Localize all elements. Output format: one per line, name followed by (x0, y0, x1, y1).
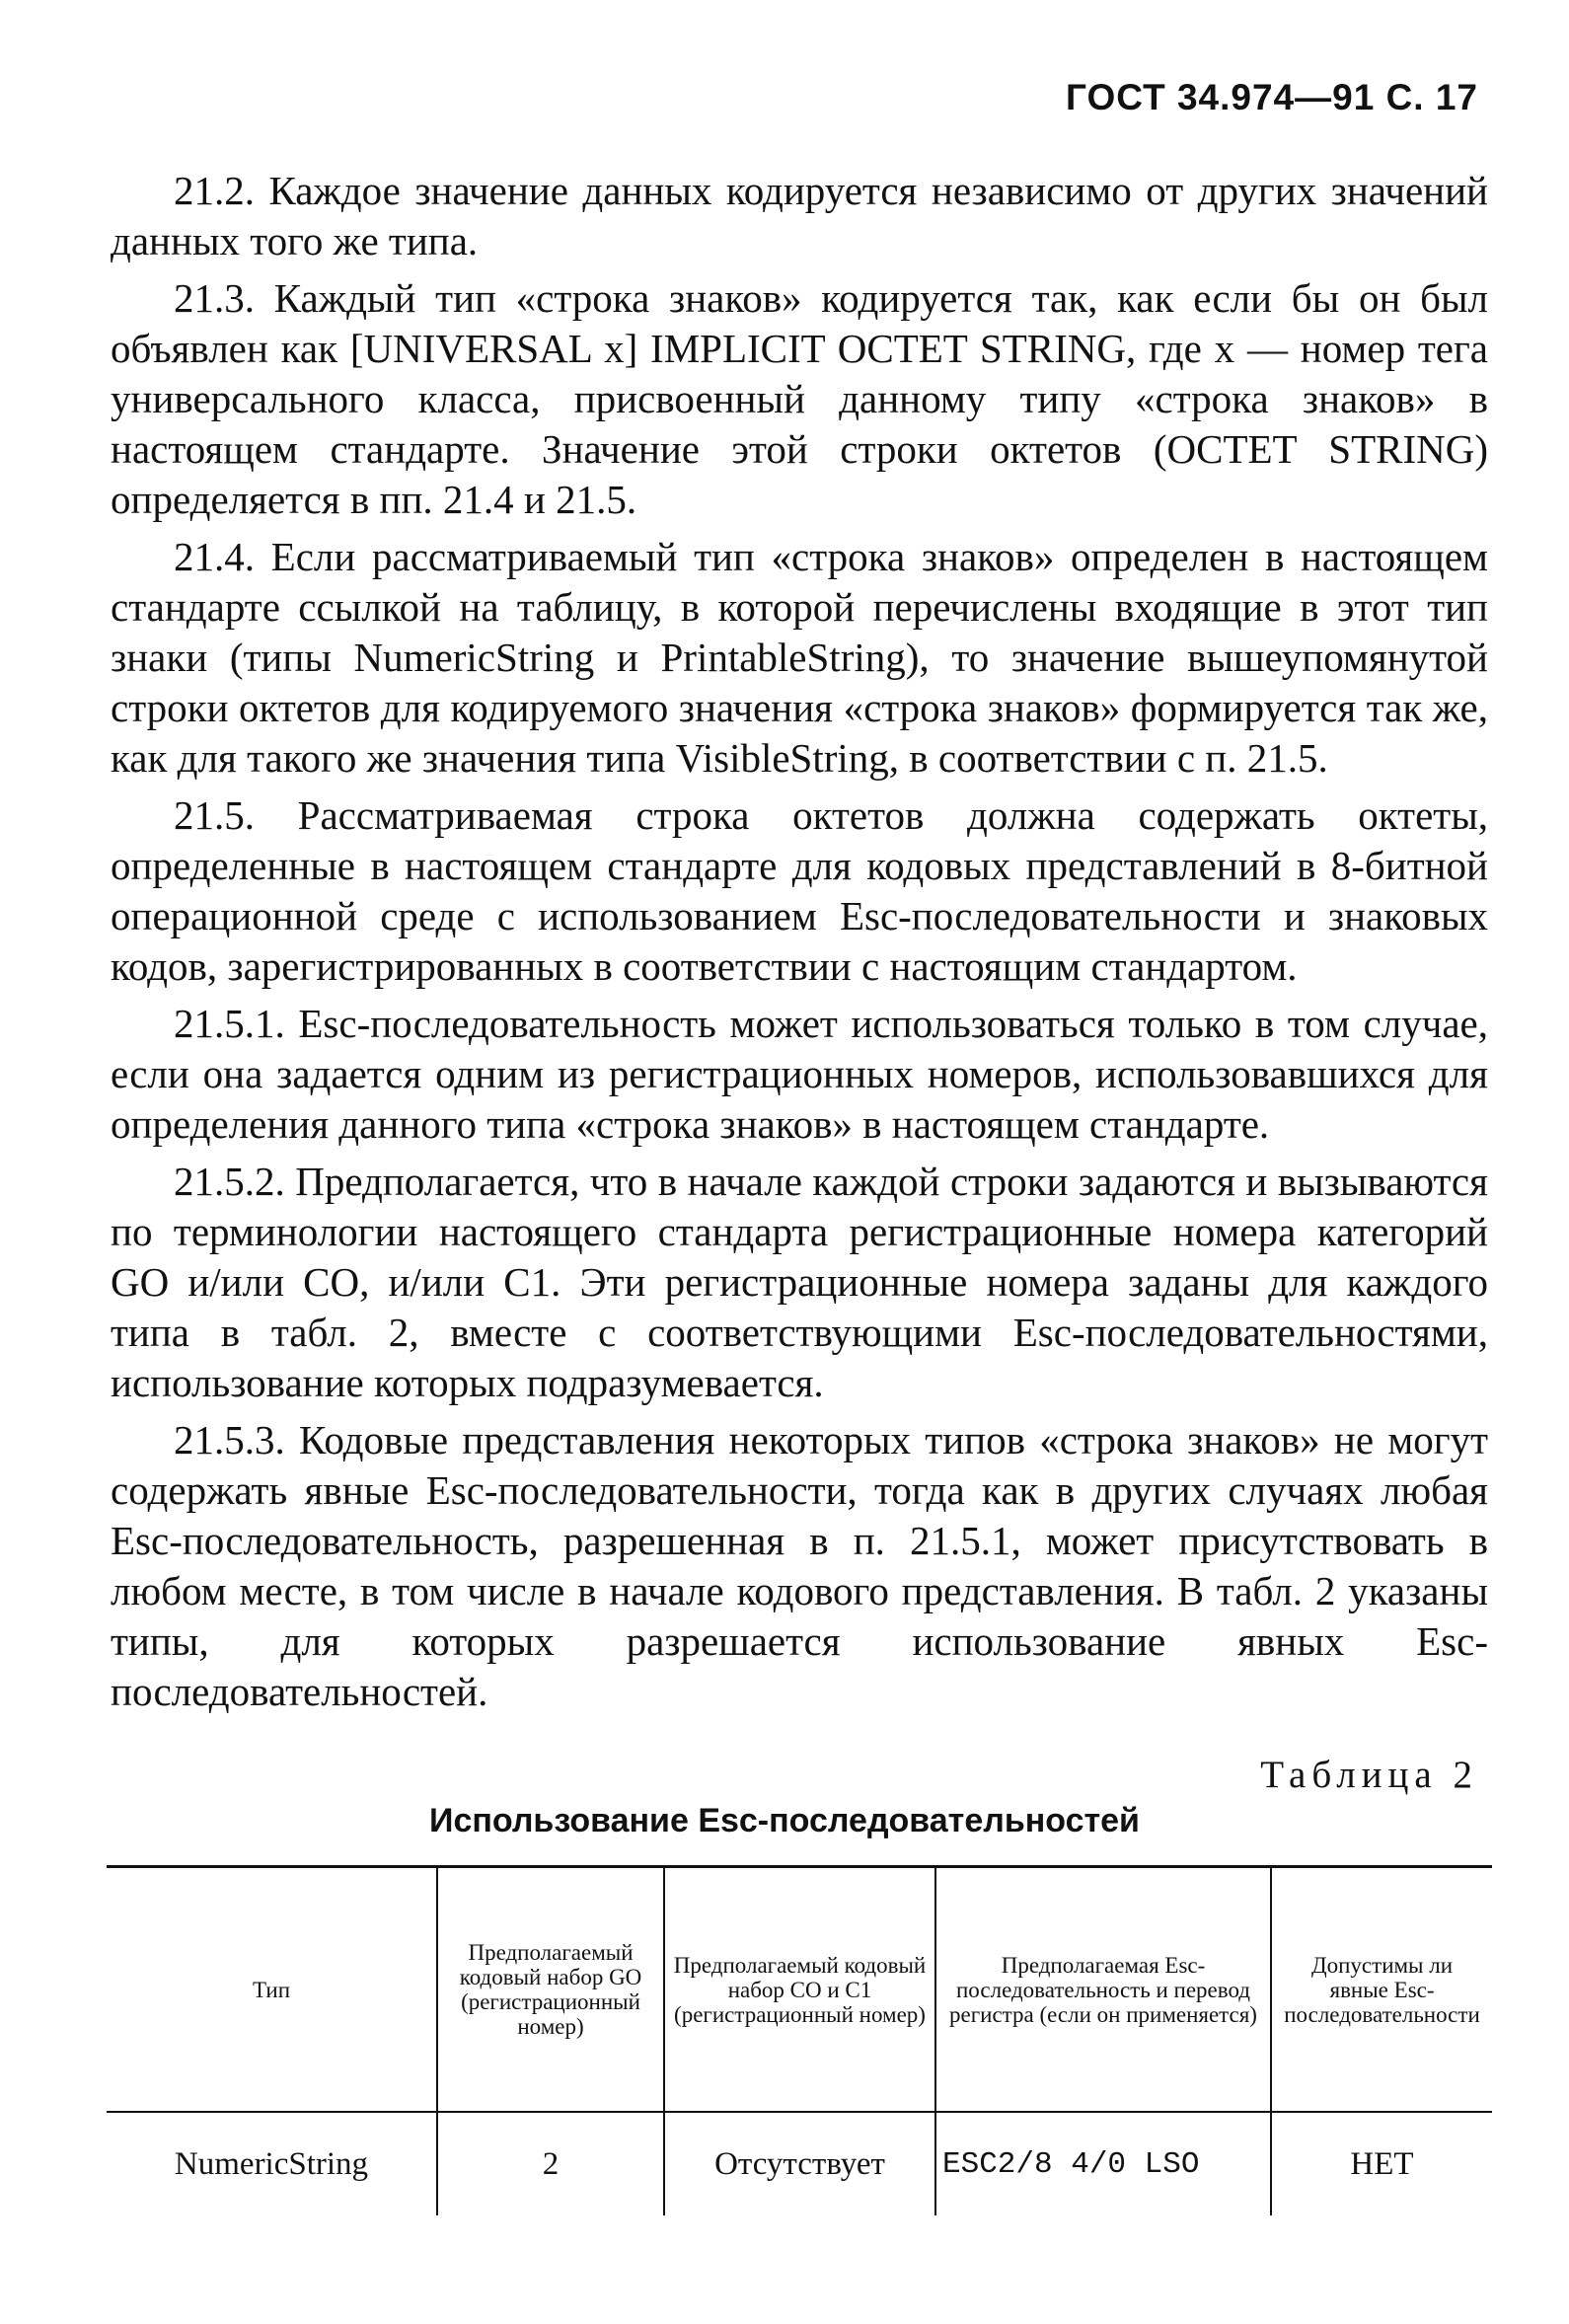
cell-type: NumericString (174, 2145, 369, 2182)
paragraph-21-5-1: 21.5.1. Esc-последовательность может использоваться только в том случае, если она задается одним из регистрационных номеров, использовавшихся для определения данного типа «строка знаков» в настоящем стандарте. (111, 1001, 1488, 1147)
table-label: Таблица 2 (1260, 1754, 1478, 1796)
esc-sequences-table (107, 1865, 1492, 2215)
page-number: С. 17 (1385, 77, 1478, 117)
cell-esc-sequence: ESC2/8 4/0 LSO (935, 2112, 1271, 2215)
column-header-c0-c1-set: Предполагаемый кодовый набор CO и C1 (регистрационный номер) (664, 1867, 935, 2113)
cell-c0-c1-set: Отсутствует (664, 2112, 935, 2215)
paragraph-21-5-2: 21.5.2. Предполагается, что в начале каждой строки задаются и вызываются по терминологии настоящего стандарта регистрационные номера категорий GO и/или CO, и/или C1. Эти регистрационные номера заданы для каждого типа в табл. 2, вместе с соответствующими Esc-последовательностями, использование которых подразумевается. (111, 1159, 1488, 1405)
paragraph-21-5-3: 21.5.3. Кодовые представления некоторых типов «строка знаков» не могут содержать явные Esc-последовательности, тогда как в других случаях любая Esc-последовательность, разрешенная в п. 21.5.1, может присутствовать в любом месте, в том числе в начале кодового представления. В табл. 2 указаны типы, для которых разрешается использование явных Esc-последовательностей. (111, 1417, 1488, 1714)
column-header-esc-sequence: Предполагаемая Esc-последовательность и перевод регистра (если он применяется) (935, 1867, 1271, 2113)
table-row (107, 2112, 1492, 2215)
column-header-explicit-esc: Допустимы ли явные Esc-последовательности (1271, 1867, 1492, 2113)
table-container (107, 1865, 1492, 2215)
cell-explicit-esc: НЕТ (1271, 2112, 1492, 2215)
standard-number: ГОСТ 34.974—91 (1066, 77, 1376, 117)
paragraph-21-4: 21.4. Если рассматриваемый тип «строка знаков» определен в настоящем стандарте ссылкой на таблицу, в которой перечислены входящие в этот тип знаки (типы NumericString и PrintableString), то значение вышеупомянутой строки октетов для кодируемого значения «строка знаков» формируется так же, как для такого же значения типа VisibleString, в соответствии с п. 21.5. (111, 534, 1488, 781)
table-header-row (107, 1867, 1492, 2113)
paragraph-21-2: 21.2. Каждое значение данных кодируется независимо от других значений данных того же типа. (111, 168, 1488, 263)
column-header-type: Тип (107, 1867, 437, 2113)
page-header (1066, 77, 1478, 118)
paragraph-21-5: 21.5. Рассматриваемая строка октетов должна содержать октеты, определенные в настоящем стандарте для кодовых представлений в 8-битной операционной среде с использованием Esc-последовательности и знаковых кодов, зарегистрированных в соответствии с настоящим стандартом. (111, 792, 1488, 989)
table-title: Использование Esc-последовательностей (429, 1802, 1140, 1839)
paragraph-21-3: 21.3. Каждый тип «строка знаков» кодируется так, как если бы он был объявлен как [UNIVERSAL x] IMPLICIT OCTET STRING, где x — номер тега универсального класса, присвоенный данному типу «строка знаков» в настоящем стандарте. Значение этой строки октетов (OCTET STRING) определяется в пп. 21.4 и 21.5. (111, 275, 1488, 522)
column-header-g0-set: Предполагаемый кодовый набор GO (регистрационный номер) (437, 1867, 664, 2113)
cell-g0-set: 2 (437, 2112, 664, 2215)
body-text (111, 166, 1488, 1724)
